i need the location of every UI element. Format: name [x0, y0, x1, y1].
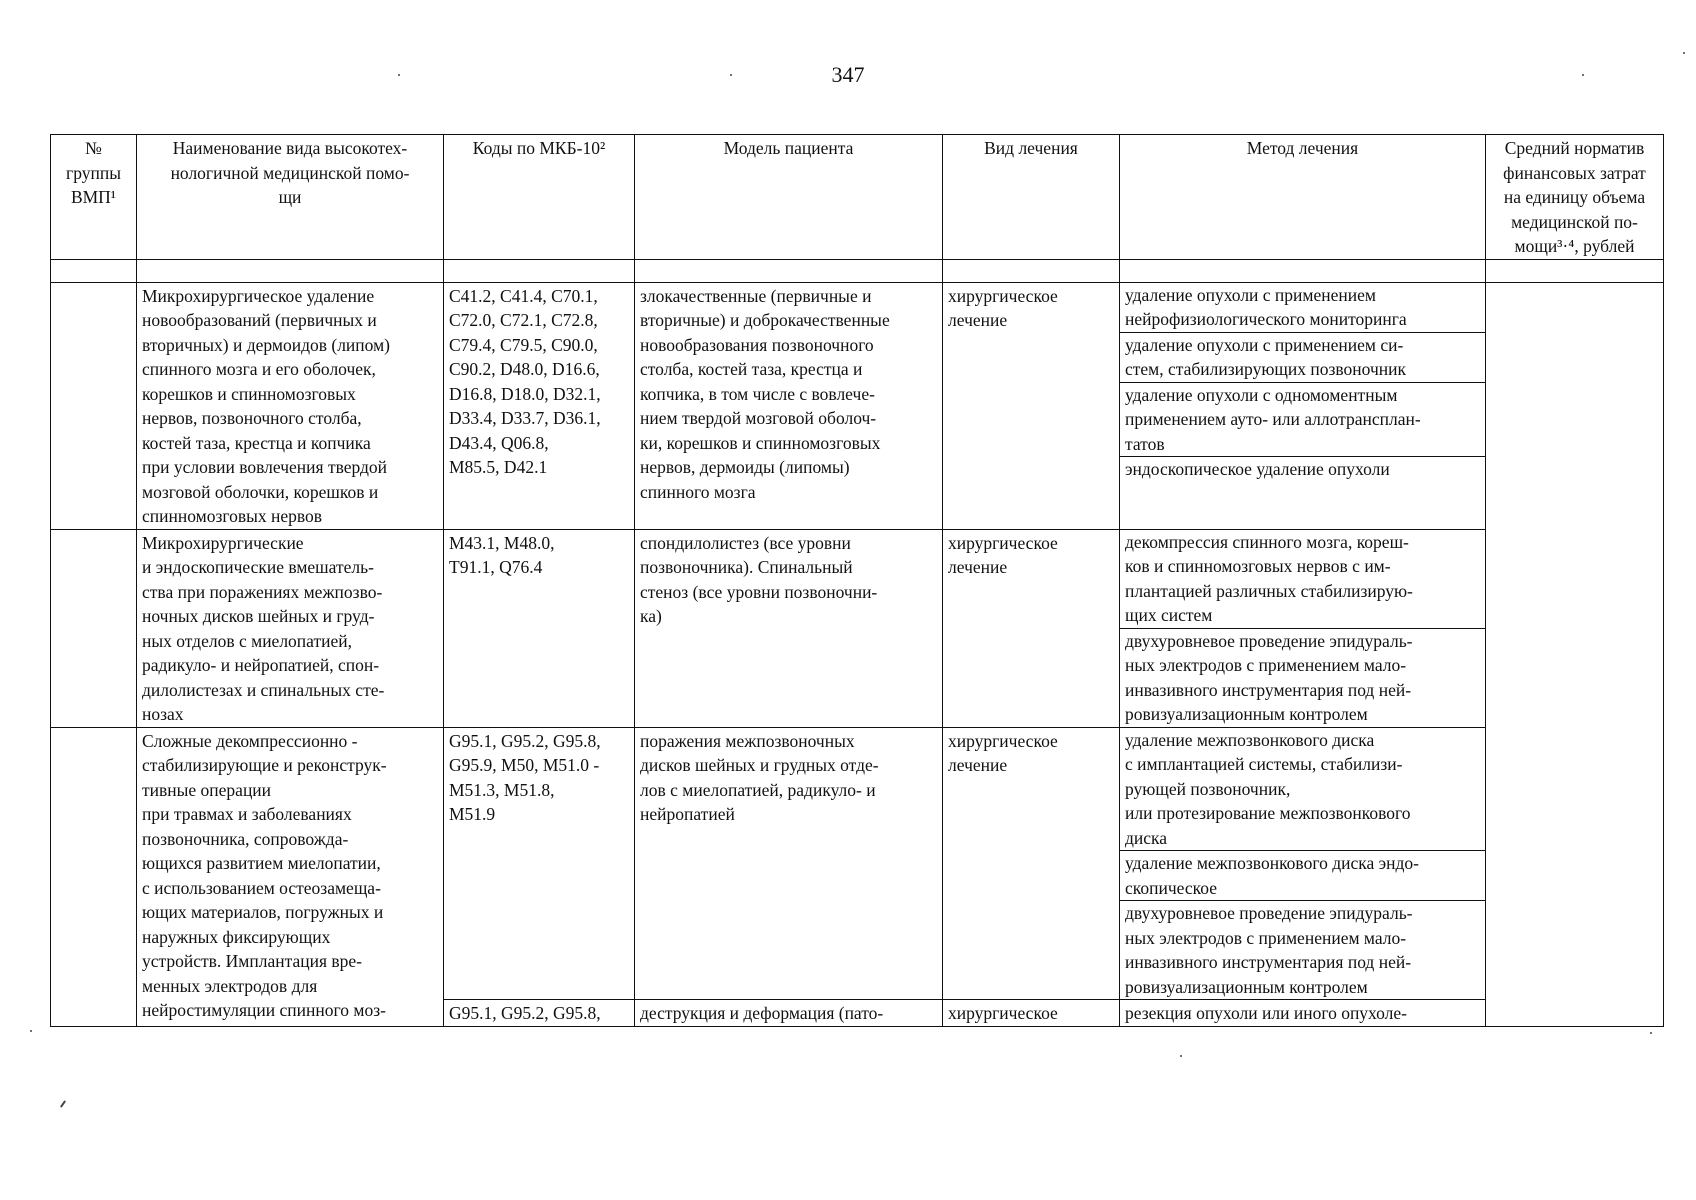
care-type-cell: Микрохирургические и эндоскопические вмешатель- ства при поражениях межпозво- ночных дисков шейных и груд- ных отделов с миелопатией, радикуло- и нейропатией, спон- дилолистезах и спинальных сте- нозах	[137, 529, 444, 727]
treatment-type-cell: хирургическое лечение	[943, 282, 1120, 529]
patient-model-cell: спондилолистез (все уровни позвоночника). Спинальный стеноз (все уровни позвоночни- ка)	[635, 529, 943, 727]
table-row	[51, 529, 1664, 727]
group-number-cell	[51, 727, 137, 1026]
scan-speck	[60, 1100, 66, 1108]
header-patient-model: Модель пациента	[635, 135, 943, 260]
scan-speck	[1650, 1032, 1652, 1034]
method-item: двухуровневое проведение эпидураль- ных электродов с применением мало- инвазивного инструментария под ней- ровизуализационным контролем	[1125, 903, 1413, 997]
table-row	[51, 727, 1664, 1000]
method-item: эндоскопическое удаление опухоли	[1125, 459, 1390, 479]
table-row	[51, 282, 1664, 529]
scan-speck	[730, 74, 732, 76]
scan-speck	[398, 74, 400, 76]
page-number: 347	[831, 62, 865, 87]
header-cost-norm: Средний норматив финансовых затрат на единицу объема медицинской по- мощи³·⁴, рублей	[1486, 135, 1664, 260]
header-group-number: № группы ВМП¹	[51, 135, 137, 260]
treatment-type-cell: хирургическое лечение	[943, 529, 1120, 727]
icd-codes-cell: C41.2, C41.4, C70.1, C72.0, C72.1, C72.8, C79.4, C79.5, C90.0, C90.2, D48.0, D16.6, D16.8, D18.0, D32.1, D33.4, D33.7, D36.1, D43.4, Q06.8, M85.5, D42.1	[444, 282, 635, 529]
header-icd-codes: Коды по МКБ-10²	[444, 135, 635, 260]
icd-codes-cell: M43.1, M48.0, T91.1, Q76.4	[444, 529, 635, 727]
table-header-row	[51, 135, 1664, 260]
care-type-cell: Сложные декомпрессионно - стабилизирующие и реконструк- тивные операции при травмах и заболеваниях позвоночника, сопровожда- ющихся развитием миелопатии, с использованием остеозамеща- ющих материалов, погружных и наружных фиксирующих устройств. Имплантация вре- менных электродов для нейростимуляции спинного моз-	[137, 727, 444, 1026]
header-treatment-type: Вид лечения	[943, 135, 1120, 260]
patient-model-cell: злокачественные (первичные и вторичные) и доброкачественные новообразования позвоночного столба, костей таза, крестца и копчика, в том числе с вовлече- нием твердой мозговой оболоч- ки, корешков и спинномозговых нервов, дермоиды (липомы) спинного мозга	[635, 282, 943, 529]
treatment-method-cell	[1120, 529, 1486, 727]
icd-codes-cell: G95.1, G95.2, G95.8, G95.9, M50, M51.0 - M51.3, M51.8, M51.9	[444, 727, 635, 1000]
method-item: удаление межпозвонкового диска с имплантацией системы, стабилизи- рующей позвоночник, или протезирование межпозвонкового диска	[1120, 728, 1485, 852]
scan-speck	[1180, 1055, 1182, 1057]
scan-speck	[1683, 52, 1685, 54]
treatment-type-cell: хирургическое	[943, 1000, 1120, 1027]
header-care-type: Наименование вида высокотех- нологичной медицинской помо- щи	[137, 135, 444, 260]
method-item: удаление межпозвонкового диска эндо- скопическое	[1120, 851, 1485, 901]
treatment-method-cell: резекция опухоли или иного опухоле-	[1120, 1000, 1486, 1027]
method-item: удаление опухоли с одномоментным применением ауто- или аллотрансплан- татов	[1120, 383, 1485, 458]
treatment-method-cell	[1120, 282, 1486, 529]
patient-model-cell: поражения межпозвоночных дисков шейных и грудных отде- лов с миелопатией, радикуло- и нейропатией	[635, 727, 943, 1000]
method-item: удаление опухоли с применением нейрофизиологического мониторинга	[1120, 283, 1485, 333]
group-number-cell	[51, 282, 137, 529]
method-item: декомпрессия спинного мозга, кореш- ков и спинномозговых нервов с им- плантацией различных стабилизирую- щих систем	[1120, 530, 1485, 629]
scan-speck	[1582, 74, 1584, 76]
header-treatment-method: Метод лечения	[1120, 135, 1486, 260]
method-item: удаление опухоли с применением си- стем, стабилизирующих позвоночник	[1120, 333, 1485, 383]
spacer-row	[51, 259, 1664, 282]
cost-norm-cell	[1486, 282, 1664, 1026]
group-number-cell	[51, 529, 137, 727]
care-type-cell: Микрохирургическое удаление новообразований (первичных и вторичных) и дермоидов (липом) спинного мозга и его оболочек, корешков и спинномозговых нервов, позвоночного столба, костей таза, крестца и копчика при условии вовлечения твердой мозговой оболочки, корешков и спинномозговых нервов	[137, 282, 444, 529]
treatment-method-cell	[1120, 727, 1486, 1000]
vmp-table	[50, 134, 1664, 1027]
icd-codes-cell: G95.1, G95.2, G95.8,	[444, 1000, 635, 1027]
patient-model-cell: деструкция и деформация (пато-	[635, 1000, 943, 1027]
method-item: двухуровневое проведение эпидураль- ных электродов с применением мало- инвазивного инструментария под ней- ровизуализационным контролем	[1125, 630, 1413, 724]
treatment-type-cell: хирургическое лечение	[943, 727, 1120, 1000]
scan-speck	[30, 1030, 32, 1032]
